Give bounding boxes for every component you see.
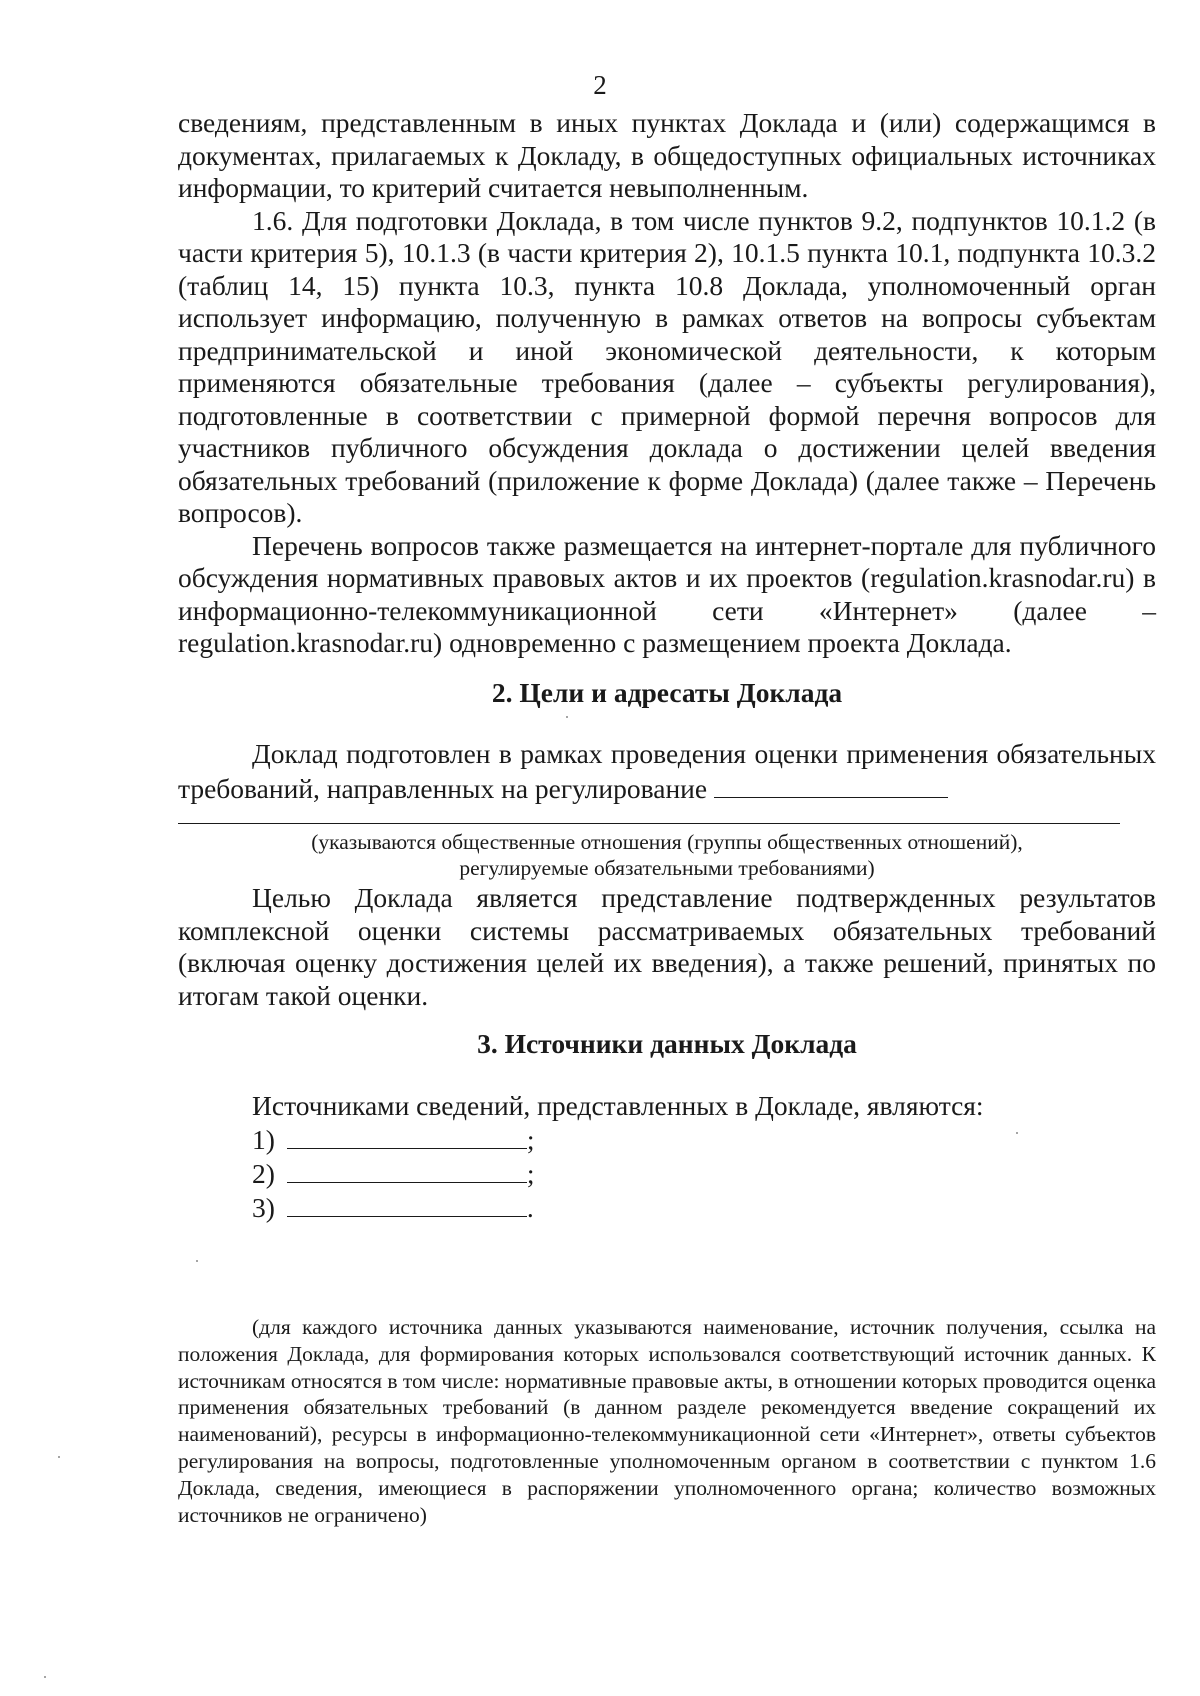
regulation-subject-blank — [714, 771, 948, 798]
source-item-2 — [178, 1156, 1156, 1190]
regulation-subject-blank-line — [178, 823, 1120, 824]
section-2-heading: 2. Цели и адресаты Доклада — [491, 677, 843, 708]
caption-line-2: регулируемые обязательными требованиями) — [459, 856, 875, 880]
source-item-number: 3) — [252, 1192, 275, 1223]
section-1-body — [178, 107, 1156, 660]
source-item-end: . — [526, 1192, 534, 1223]
scan-speck — [58, 1456, 60, 1458]
source-item-end: ; — [526, 1124, 535, 1155]
source-item-1 — [178, 1122, 1156, 1156]
source-item-number: 2) — [252, 1158, 275, 1189]
source-item-blank — [287, 1156, 527, 1183]
sources-block — [178, 1090, 1156, 1224]
paragraph-question-list: Перечень вопросов также размещается на интернет-портале для публичного обсуждения нормативных правовых актов и их проектов (regulation.krasnodar.ru) в информационно-телекоммуникационной сети «Интернет» (далее – regulation.krasnodar.ru) одновременно с размещением проекта Доклада. — [178, 529, 1156, 658]
paragraph-goal: Целью Доклада является представление подтвержденных результатов комплексной оценки системы рассматриваемых обязательных требований (включая оценку достижения целей их введения), а также решений, принятых по итогам такой оценки. — [178, 882, 1156, 1011]
caption-line-1: (указываются общественные отношения (группы общественных отношений), — [311, 830, 1023, 854]
paragraph-prepared-text: Доклад подготовлен в рамках проведения оценки применения обязательных требований, направленных на регулирование — [178, 738, 1156, 804]
sources-note-text: (для каждого источника данных указываются наименование, источник получения, ссылка на положения Доклада, для формирования которых использовался соответствующий источник данных. К источникам относятся в том числе: нормативные правовые акты, в отношении которых проводится оценка применения обязательных требований (в данном разделе рекомендуется введение сокращений их наименований), ресурсы в информационно-телекоммуникационной сети «Интернет», ответы субъектов регулирования на вопросы, подготовленные уполномоченным органом в соответствии с пунктом 1.6 Доклада, сведения, имеющиеся в распоряжении уполномоченного органа; количество возможных источников не ограничено) — [178, 1315, 1156, 1527]
section-2-prepared — [178, 738, 1156, 805]
section-2-goal — [178, 882, 1156, 1012]
scan-speck — [1016, 1132, 1018, 1134]
sources-note — [178, 1314, 1156, 1528]
page-number: 2 — [593, 70, 607, 100]
paragraph-prepared — [178, 738, 1156, 805]
source-item-blank — [287, 1190, 527, 1217]
scan-speck — [566, 716, 568, 718]
regulation-subject-caption — [178, 829, 1156, 881]
source-item-end: ; — [526, 1158, 535, 1189]
scan-speck — [196, 1260, 198, 1262]
paragraph-1-6: 1.6. Для подготовки Доклада, в том числе пунктов 9.2, подпунктов 10.1.2 (в части критерия 5), 10.1.3 (в части критерия 2), 10.1.5 пункта 10.1, подпункта 10.3.2 (таблиц 14, 15) пункта 10.3, пункта 10.8 Доклада, уполномоченный орган использует информацию, полученную в рамках ответов на вопросы субъектам предпринимательской и иной экономической деятельности, к которым применяются обязательные требования (далее – субъекты регулирования), подготовленные в соответствии с примерной формой перечня вопросов для участников публичного обсуждения доклада о достижении целей введения обязательных требований (приложение к форме Доклада) (далее также – Перечень вопросов). — [178, 204, 1156, 528]
source-item-number: 1) — [252, 1124, 275, 1155]
sources-intro: Источниками сведений, представленных в Докладе, являются: — [252, 1090, 984, 1121]
source-item-3 — [178, 1190, 1156, 1224]
source-item-blank — [287, 1122, 527, 1149]
scan-speck — [44, 1676, 46, 1678]
paragraph-continued: сведениям, представленным в иных пунктах Доклада и (или) содержащимся в документах, прилагаемых к Докладу, в общедоступных официальных источниках информации, то критерий считается невыполненным. — [178, 107, 1156, 203]
section-3-heading: 3. Источники данных Доклада — [477, 1028, 857, 1059]
